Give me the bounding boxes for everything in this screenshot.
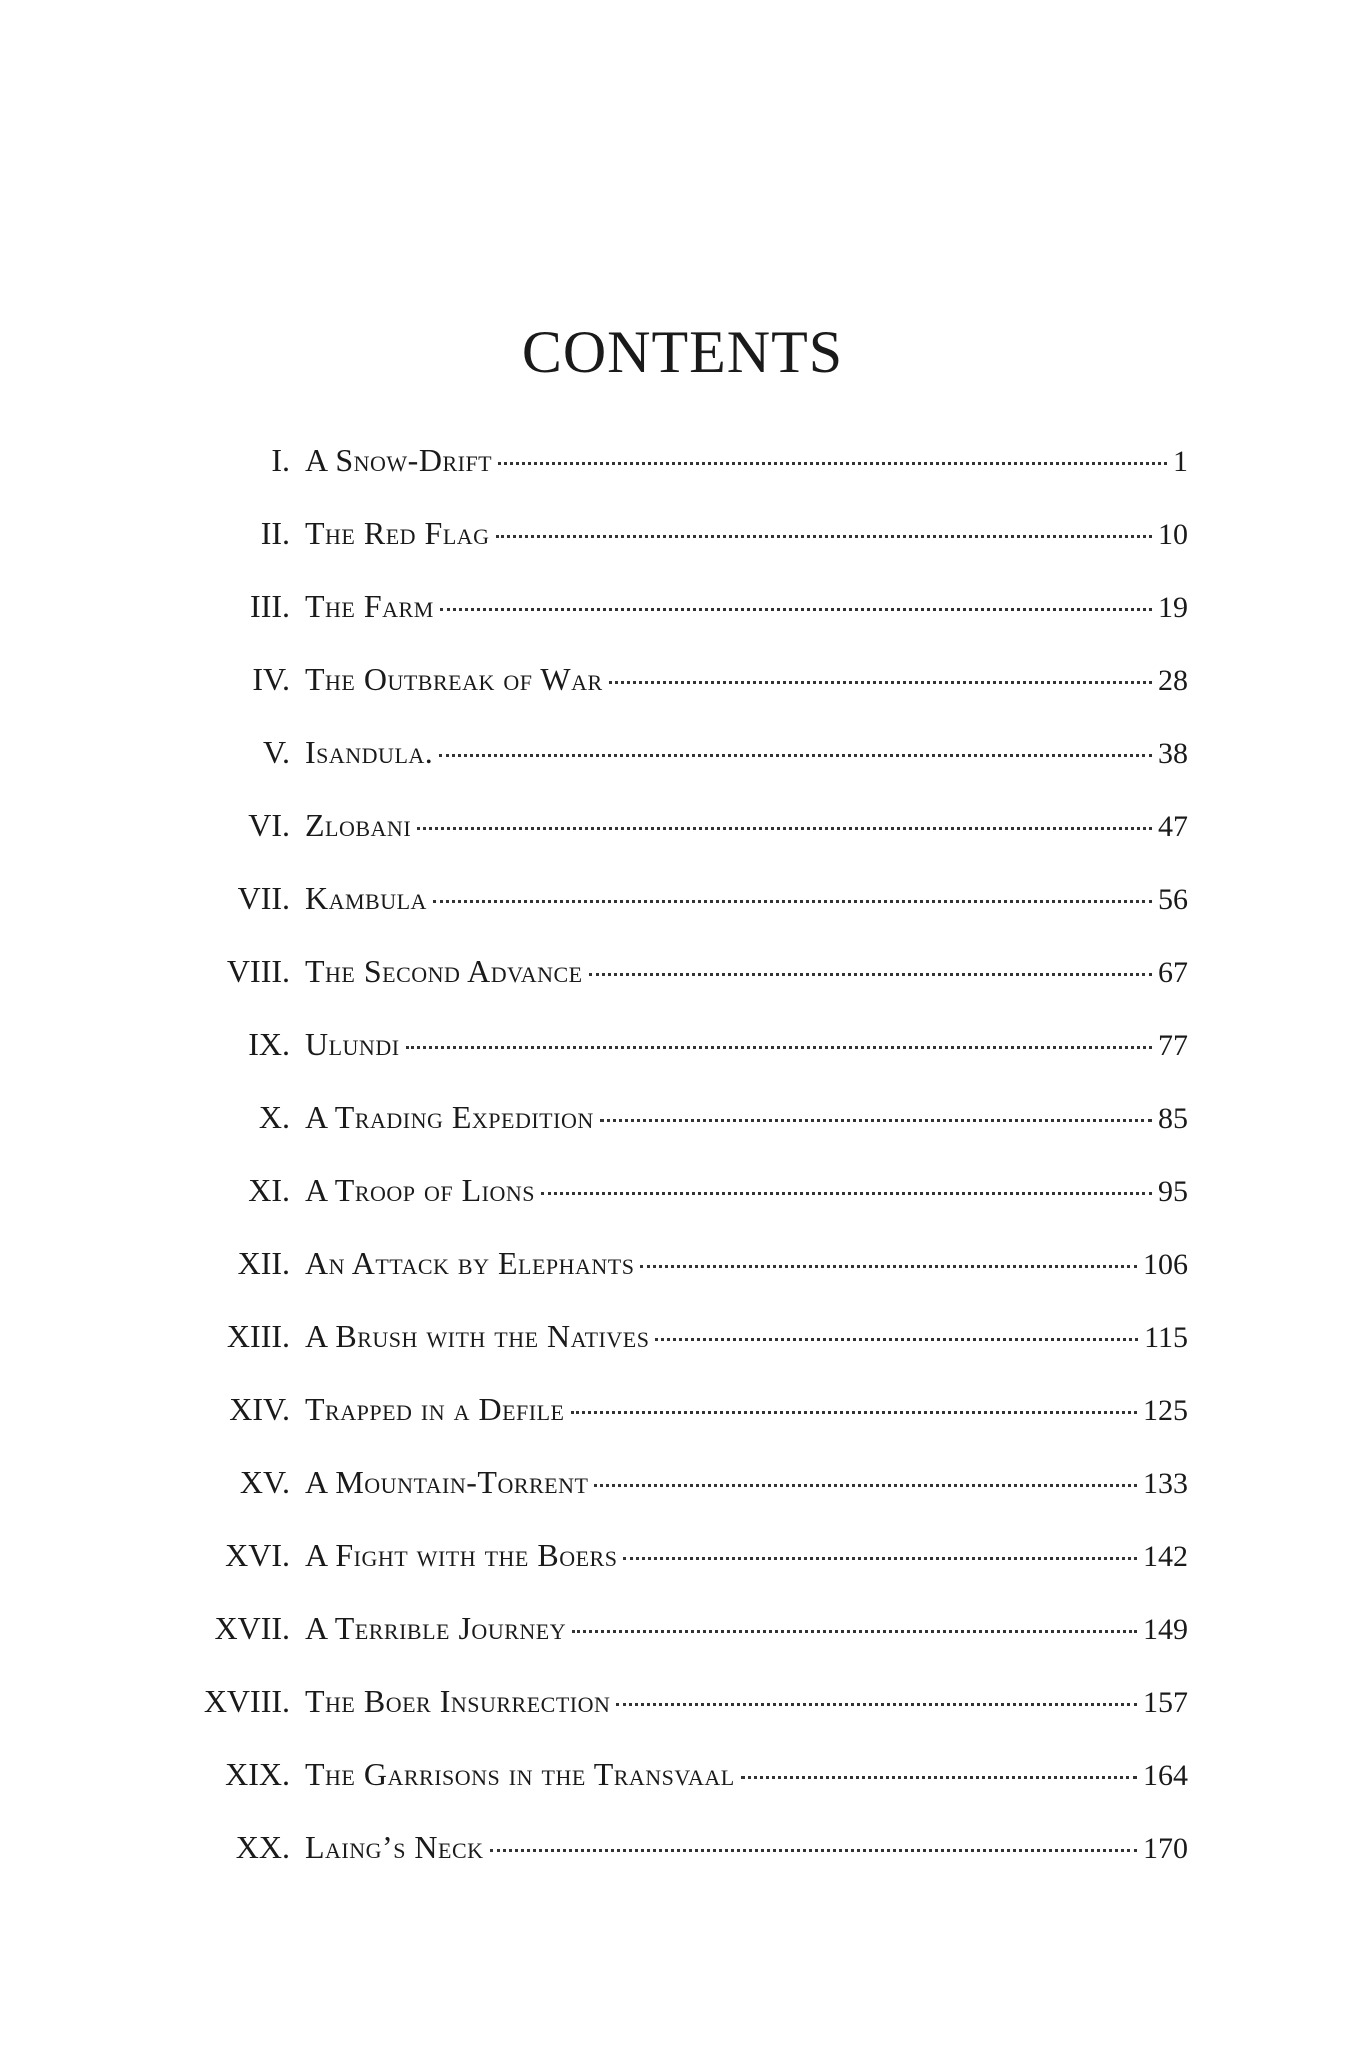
dot-leader bbox=[571, 1411, 1138, 1414]
toc-row[interactable] bbox=[0, 1316, 1365, 1389]
page-number: 85 bbox=[1158, 1102, 1188, 1135]
chapter-numeral: VII. bbox=[237, 880, 290, 916]
toc-row[interactable] bbox=[0, 1243, 1365, 1316]
chapter-numeral: XVI. bbox=[225, 1537, 290, 1573]
dot-leader bbox=[640, 1265, 1137, 1268]
chapter-numeral: XIII. bbox=[226, 1318, 290, 1354]
toc-row[interactable] bbox=[0, 513, 1365, 586]
chapter-numeral: XI. bbox=[248, 1172, 290, 1208]
toc-row[interactable] bbox=[0, 1097, 1365, 1170]
dot-leader bbox=[616, 1703, 1137, 1706]
page-number: 77 bbox=[1158, 1029, 1188, 1062]
page-number: 157 bbox=[1143, 1686, 1188, 1719]
page-number: 142 bbox=[1143, 1540, 1188, 1573]
chapter-title: An Attack by Elephants bbox=[305, 1245, 635, 1281]
chapter-numeral: III. bbox=[250, 588, 290, 624]
dot-leader bbox=[741, 1776, 1137, 1779]
chapter-title: The Garrisons in the Transvaal bbox=[305, 1756, 735, 1792]
dot-leader bbox=[490, 1849, 1137, 1852]
toc-row[interactable] bbox=[0, 1389, 1365, 1462]
page-number: 115 bbox=[1144, 1321, 1188, 1354]
chapter-numeral: XII. bbox=[237, 1245, 290, 1281]
chapter-title: The Red Flag bbox=[305, 515, 490, 551]
page-number: 164 bbox=[1143, 1759, 1188, 1792]
chapter-title: A Fight with the Boers bbox=[305, 1537, 618, 1573]
chapter-numeral: XX. bbox=[235, 1829, 290, 1865]
table-of-contents bbox=[0, 440, 1365, 1900]
toc-row[interactable] bbox=[0, 1754, 1365, 1827]
chapter-title: The Second Advance bbox=[305, 953, 583, 989]
chapter-title: Zlobani bbox=[305, 807, 412, 843]
chapter-title: The Outbreak of War bbox=[305, 661, 603, 697]
toc-row[interactable] bbox=[0, 1827, 1365, 1900]
chapter-numeral: VIII. bbox=[226, 953, 290, 989]
toc-row[interactable] bbox=[0, 878, 1365, 951]
dot-leader bbox=[594, 1484, 1137, 1487]
page-number: 1 bbox=[1173, 445, 1188, 478]
dot-leader bbox=[496, 535, 1152, 538]
chapter-numeral: I. bbox=[271, 442, 290, 478]
dot-leader bbox=[433, 900, 1152, 903]
chapter-numeral: XV. bbox=[239, 1464, 290, 1500]
toc-row[interactable] bbox=[0, 1024, 1365, 1097]
chapter-title: A Terrible Journey bbox=[305, 1610, 567, 1646]
toc-row[interactable] bbox=[0, 1681, 1365, 1754]
chapter-title: Ulundi bbox=[305, 1026, 400, 1062]
chapter-title: A Snow-Drift bbox=[305, 442, 493, 478]
chapter-title: Kambula bbox=[305, 880, 427, 916]
chapter-title: Laing’s Neck bbox=[305, 1829, 484, 1865]
chapter-title: The Farm bbox=[305, 588, 434, 624]
chapter-numeral: X. bbox=[258, 1099, 290, 1135]
chapter-numeral: IV. bbox=[252, 661, 290, 697]
page-number: 28 bbox=[1158, 664, 1188, 697]
chapter-title: A Mountain-Torrent bbox=[305, 1464, 589, 1500]
chapter-title: Trapped in a Defile bbox=[305, 1391, 565, 1427]
dot-leader bbox=[498, 462, 1167, 465]
toc-row[interactable] bbox=[0, 440, 1365, 513]
chapter-title: The Boer Insurrection bbox=[305, 1683, 611, 1719]
toc-row[interactable] bbox=[0, 951, 1365, 1024]
chapter-numeral: XIV. bbox=[229, 1391, 290, 1427]
chapter-numeral: V. bbox=[263, 734, 290, 770]
chapter-numeral: VI. bbox=[248, 807, 290, 843]
page-number: 133 bbox=[1143, 1467, 1188, 1500]
page-number: 10 bbox=[1158, 518, 1188, 551]
dot-leader bbox=[655, 1338, 1138, 1341]
toc-row[interactable] bbox=[0, 805, 1365, 878]
page-title: CONTENTS bbox=[521, 319, 844, 385]
dot-leader bbox=[623, 1557, 1137, 1560]
toc-row[interactable] bbox=[0, 659, 1365, 732]
toc-row[interactable] bbox=[0, 1608, 1365, 1681]
dot-leader bbox=[440, 608, 1152, 611]
dot-leader bbox=[417, 827, 1152, 830]
dot-leader bbox=[541, 1192, 1152, 1195]
dot-leader bbox=[439, 754, 1152, 757]
page-number: 47 bbox=[1158, 810, 1188, 843]
chapter-numeral: IX. bbox=[248, 1026, 290, 1062]
page-number: 95 bbox=[1158, 1175, 1188, 1208]
chapter-title: A Troop of Lions bbox=[305, 1172, 536, 1208]
chapter-numeral: XVII. bbox=[214, 1610, 290, 1646]
dot-leader bbox=[600, 1119, 1152, 1122]
toc-row[interactable] bbox=[0, 586, 1365, 659]
toc-row[interactable] bbox=[0, 1462, 1365, 1535]
chapter-numeral: XIX. bbox=[225, 1756, 290, 1792]
dot-leader bbox=[609, 681, 1152, 684]
dot-leader bbox=[406, 1046, 1152, 1049]
dot-leader bbox=[589, 973, 1152, 976]
dot-leader bbox=[572, 1630, 1137, 1633]
page-number: 67 bbox=[1158, 956, 1188, 989]
toc-row[interactable] bbox=[0, 732, 1365, 805]
chapter-title: A Brush with the Natives bbox=[305, 1318, 650, 1354]
page-number: 149 bbox=[1143, 1613, 1188, 1646]
page-number: 125 bbox=[1143, 1394, 1188, 1427]
chapter-title: A Trading Expedition bbox=[305, 1099, 594, 1135]
toc-row[interactable] bbox=[0, 1170, 1365, 1243]
page-number: 106 bbox=[1143, 1248, 1188, 1281]
page-number: 56 bbox=[1158, 883, 1188, 916]
chapter-numeral: II. bbox=[260, 515, 290, 551]
page-number: 38 bbox=[1158, 737, 1188, 770]
page-number: 19 bbox=[1158, 591, 1188, 624]
toc-row[interactable] bbox=[0, 1535, 1365, 1608]
chapter-title: Isandula. bbox=[305, 734, 434, 770]
page-number: 170 bbox=[1143, 1832, 1188, 1865]
chapter-numeral: XVIII. bbox=[203, 1683, 290, 1719]
